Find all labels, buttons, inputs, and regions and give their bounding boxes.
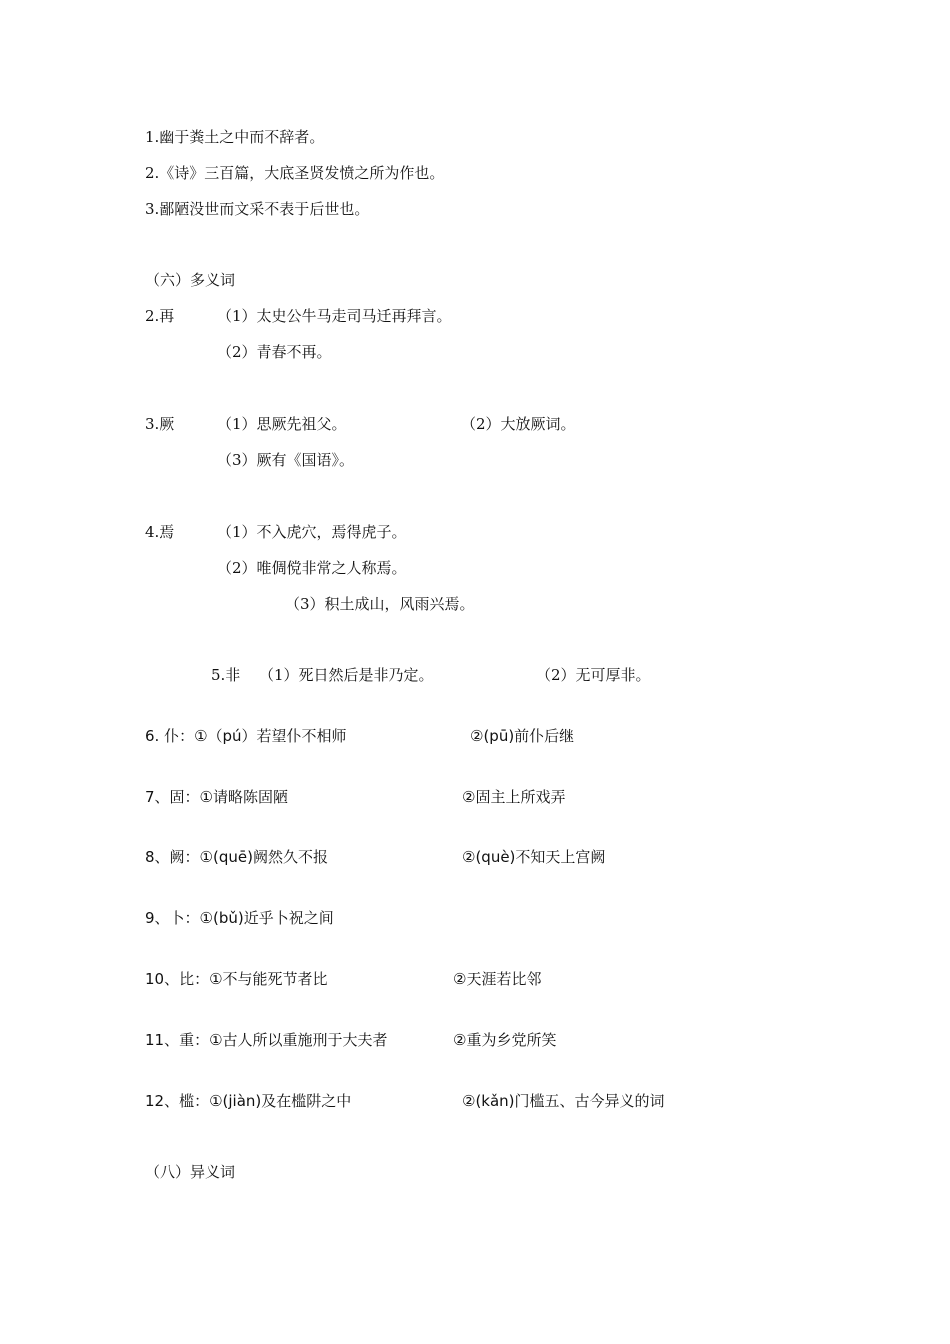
word-label-jue: 3.厥 [145, 415, 175, 433]
sense-yan-1: （1）不入虎穴，焉得虎子。 [217, 523, 407, 541]
entry-jian-right: ②(kǎn)门槛五、古今异义的词 [462, 1092, 665, 1110]
sense-yan-3: （3）积土成山，风雨兴焉。 [285, 595, 475, 613]
sentence-3: 3.鄙陋没世而文采不表于后世也。 [145, 200, 370, 218]
entry-pu-left: 6. 仆：①（pú）若望仆不相师 [145, 727, 347, 745]
section-6-heading: （六）多义词 [145, 271, 236, 289]
sense-jue-2: （2）大放厥词。 [461, 415, 576, 433]
entry-gu-right: ②固主上所戏弄 [462, 788, 566, 806]
sense-jue-1: （1）思厥先祖父。 [217, 415, 347, 433]
entry-bi-left: 10、比：①不与能死节者比 [145, 970, 328, 988]
sense-yan-2: （2）唯倜傥非常之人称焉。 [217, 559, 407, 577]
entry-que-right: ②(què)不知天上宫阙 [462, 848, 606, 866]
section-8-heading: （八）异义词 [145, 1163, 236, 1181]
sense-jue-3: （3）厥有《国语》。 [217, 451, 355, 469]
sense-fei-1: （1）死日然后是非乃定。 [259, 666, 434, 684]
sentence-1: 1.幽于粪土之中而不辞者。 [145, 128, 325, 146]
entry-gu-left: 7、固：①请略陈固陋 [145, 788, 288, 806]
sentence-2: 2.《诗》三百篇，大底圣贤发愤之所为作也。 [145, 164, 445, 182]
sense-fei-2: （2）无可厚非。 [536, 666, 651, 684]
entry-que-left: 8、阙：①(quē)阙然久不报 [145, 848, 328, 866]
entry-bi-right: ②天涯若比邻 [453, 970, 542, 988]
sense-zai-2: （2）青春不再。 [217, 343, 332, 361]
word-label-zai: 2.再 [145, 307, 175, 325]
sense-zai-1: （1）太史公牛马走司马迁再拜言。 [217, 307, 452, 325]
entry-zhong-right: ②重为乡党所笑 [453, 1031, 557, 1049]
entry-jian-left: 12、槛：①(jiàn)及在槛阱之中 [145, 1092, 352, 1110]
word-label-yan: 4.焉 [145, 523, 175, 541]
entry-bu-left: 9、卜：①(bǔ)近乎卜祝之间 [145, 909, 334, 927]
word-label-fei: 5.非 [211, 666, 241, 684]
entry-pu-right: ②(pū)前仆后继 [470, 727, 575, 745]
entry-zhong-left: 11、重：①古人所以重施刑于大夫者 [145, 1031, 388, 1049]
